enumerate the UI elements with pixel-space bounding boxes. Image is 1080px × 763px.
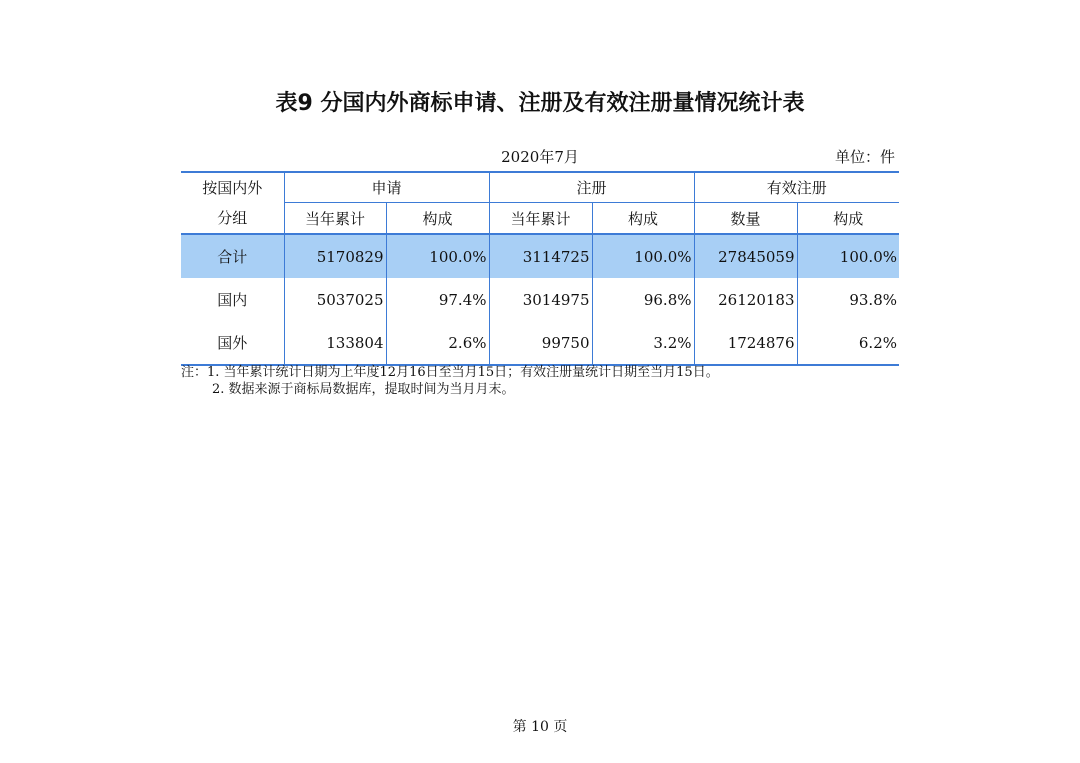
table-row-foreign <box>181 321 899 365</box>
table-row-domestic <box>181 278 899 321</box>
table-cell: 3014975 <box>489 278 592 321</box>
period-label: 2020年7月 <box>501 148 579 166</box>
table-cell: 99750 <box>489 321 592 365</box>
sub-header: 构成 <box>592 203 694 235</box>
table-cell: 100.0% <box>386 234 489 278</box>
header-row-sub <box>181 203 899 235</box>
sub-header: 构成 <box>797 203 899 235</box>
table-cell: 6.2% <box>797 321 899 365</box>
table-row-total <box>181 234 899 278</box>
row-label: 国外 <box>217 334 248 352</box>
table-notes <box>181 364 719 398</box>
subtitle-row <box>181 146 899 168</box>
table-cell: 26120183 <box>694 278 797 321</box>
table-cell: 2.6% <box>386 321 489 365</box>
table-cell: 100.0% <box>592 234 694 278</box>
statistics-table <box>181 171 899 366</box>
table-cell: 133804 <box>284 321 386 365</box>
table-cell: 5170829 <box>284 234 386 278</box>
group-col-header-line2: 分组 <box>217 209 248 228</box>
table-cell: 3.2% <box>592 321 694 365</box>
note-line: 2. 数据来源于商标局数据库，提取时间为当月月末。 <box>212 382 515 397</box>
table-cell: 96.8% <box>592 278 694 321</box>
sub-header: 构成 <box>386 203 489 235</box>
table-cell: 5037025 <box>284 278 386 321</box>
sub-header: 数量 <box>694 203 797 235</box>
unit-label: 单位：件 <box>834 148 895 166</box>
sub-header: 当年累计 <box>284 203 386 235</box>
table-cell: 1724876 <box>694 321 797 365</box>
row-label: 合计 <box>181 234 284 278</box>
group-col-header-line1: 按国内外 <box>202 179 263 198</box>
table-cell: 93.8% <box>797 278 899 321</box>
note-line: 注：1. 当年累计统计日期为上年度12月16日至当月15日；有效注册量统计日期至当月15日。 <box>181 365 719 380</box>
group-header-valid-registration: 有效注册 <box>694 172 899 203</box>
page-number: 第 10 页 <box>512 719 568 735</box>
sub-header: 当年累计 <box>489 203 592 235</box>
table-cell: 97.4% <box>386 278 489 321</box>
table-title: 表9 分国内外商标申请、注册及有效注册量情况统计表 <box>275 91 805 116</box>
row-label: 国内 <box>217 291 248 309</box>
group-header-registration: 注册 <box>489 172 694 203</box>
header-row-groups <box>181 172 899 203</box>
table-cell: 3114725 <box>489 234 592 278</box>
group-header-application: 申请 <box>284 172 489 203</box>
table-cell: 100.0% <box>797 234 899 278</box>
table-cell: 27845059 <box>694 234 797 278</box>
